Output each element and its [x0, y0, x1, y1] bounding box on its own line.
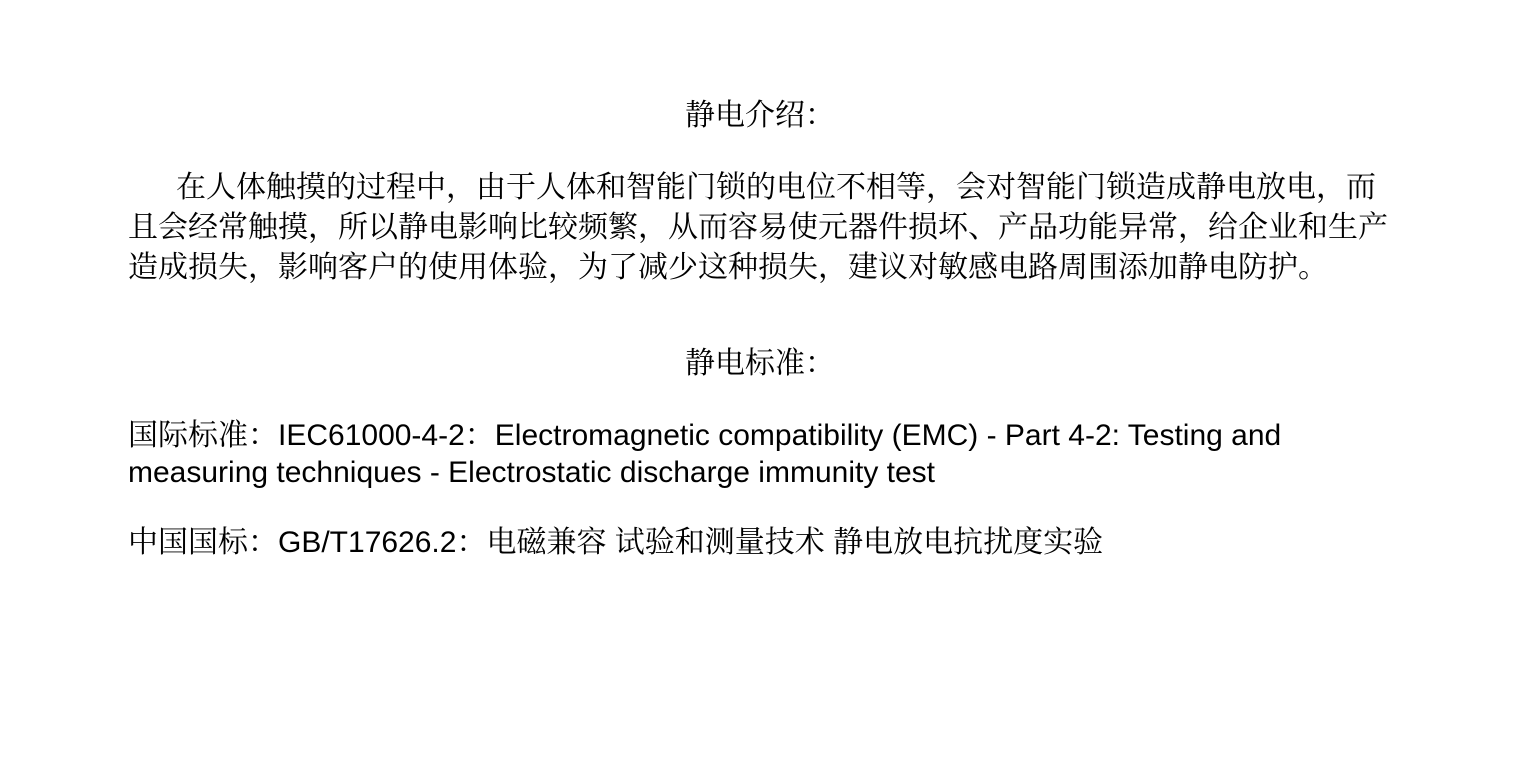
intro-paragraph [128, 168, 1392, 288]
intro-paragraph-line-2: 且会经常触摸，所以静电影响比较频繁，从而容易使元器件损坏、产品功能异常，给企业和生产 [128, 211, 1388, 244]
china-standard-line: 中国国标：GB/T17626.2：电磁兼容 试验和测量技术 静电放电抗扰度实验 [128, 526, 1104, 559]
international-standard-line-2: measuring techniques - Electrostatic discharge immunity test [128, 456, 936, 489]
china-standard-paragraph [128, 523, 1392, 563]
intro-paragraph-line-3: 造成损失，影响客户的使用体验，为了减少这种损失，建议对敏感电路周围添加静电防护。 [128, 251, 1328, 284]
standards-heading: 静电标准： [685, 347, 835, 380]
intro-paragraph-line-1: 在人体触摸的过程中，由于人体和智能门锁的电位不相等，会对智能门锁造成静电放电，而 [176, 171, 1376, 204]
international-standard-paragraph [128, 417, 1392, 491]
international-standard-line-1: 国际标准：IEC61000-4-2：Electromagnetic compatibility (EMC) - Part 4-2: Testing and [128, 419, 1282, 452]
intro-heading: 静电介绍： [685, 99, 835, 132]
